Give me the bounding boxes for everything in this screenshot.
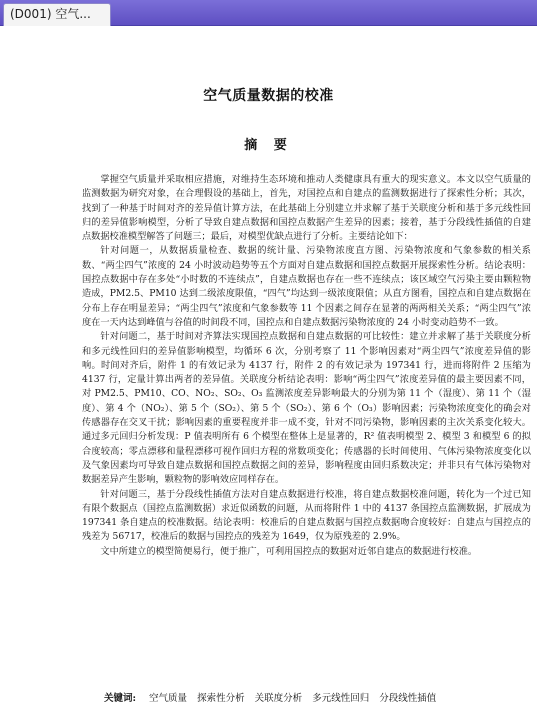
abstract-paragraph: 掌握空气质量并采取相应措施，对维持生态环境和推动人类健康具有重大的现实意义。本文以空气质量的监测数据为研究对象，在合理假设的基础上，首先，对国控点和自建点的监测数据进行了探索性分析；其次，找到了一种基于时间对齐的差异值计算方法，在此基础上分别建立并求解了基于关联度分析和基于多元线性回归的差异值影响模型，分析了导致自建点数据和国控点数据产生差异的因素；接着，基于分段线性插值的自建点数据校准模型解答了问题三；最后，对模型优缺点进行了分析。主要结论如下： bbox=[82, 174, 531, 243]
abstract-paragraph: 针对问题三，基于分段线性插值方法对自建点数据进行校准，将自建点数据校准问题，转化为一个过已知有限个数据点（国控点监测数据）求近似函数的问题，从而将附件 1 中的 4137 条国控点监测数据，扩展成为 197341 条自建点的校准数据。结论表明：校准后的自建点数据与国控点数据吻合度较好：自建点与国控点的残差为 56717，校准后的数据与国控点的残差为 1649，仅为原残差的 2.9%。 bbox=[82, 488, 531, 543]
keyword: 空气质量 bbox=[149, 693, 188, 704]
keyword: 探索性分析 bbox=[197, 693, 245, 704]
document-title: 空气质量数据的校准 bbox=[203, 88, 334, 104]
keywords-label: 关键词: bbox=[104, 693, 137, 704]
abstract-heading: 摘 要 bbox=[244, 138, 293, 153]
abstract-body bbox=[82, 173, 531, 559]
keyword: 关联度分析 bbox=[254, 693, 303, 704]
abstract-paragraph: 文中所建立的模型简便易行，便于推广，可利用国控点的数据对近邻自建点的数据进行校准。 bbox=[100, 545, 478, 557]
keywords-line bbox=[104, 690, 524, 704]
abstract-paragraph: 针对问题一，从数据质量检查、数据的统计量、污染物浓度直方图、污染物浓度和气象参数的相关系数、“两尘四气”浓度的 24 小时波动趋势等五个方面对自建点数据和国控点数据开展探索性分析。结论表明：国控点数据中存在多处“小时数的不连续点”，自建点数据也存在一些不连续点；该区域空气污染主要由颗粒物造成，PM2.5、PM10 达到二级浓度限值，“四气”均达到一级浓度限值；从直方图看，国控点和自建点数据在分布上存在明显差异；“两尘四气”浓度和气象参数等 11 个因素之间存在显著的两两相关关系；“两尘四气”浓度在一天内达到峰值与谷值的时间段不同，国控点和自建点数据污染物浓度的 24 小时变动趋势不一致。 bbox=[82, 245, 531, 328]
keyword: 分段线性插值 bbox=[379, 693, 437, 704]
document-page bbox=[0, 26, 537, 725]
keyword: 多元线性回归 bbox=[312, 693, 370, 704]
abstract-paragraph: 针对问题二，基于时间对齐算法实现国控点数据和自建点数据的可比较性：建立并求解了基于关联度分析和多元线性回归的差异值影响模型，均循环 6 次，分别考察了 11 个影响因素对“两尘四气”浓度差异值的影响。时间对齐后，附件 1 的有效记录为 4137 行，附件 2 的有效记录为 197341 行，进而将附件 2 压缩为 4137 行，定量计算出两者的差异值。关联度分析结论表明：影响“两尘四气”浓度差异值的最主要因素不同，对 PM2.5、PM10、CO、NO₂、SO₂、O₃ 监测浓度差异影响最大的分别为第 11 个（湿度）、第 11 个（湿度）、第 4 个（NO₂）、第 5 个（SO₂）、第 5 个（SO₂）、第 6 个（O₃）影响因素；污染物浓度变化的确会对传感器存在交叉干扰；影响因素的重要程度并非一成不变，针对不同污染物，影响因素的主次关系变化较大。通过多元回归分析发现：P 值表明所有 6 个模型在整体上是显著的，R² 值表明模型 2、模型 3 和模型 6 的拟合度较高；零点漂移和量程漂移可视作回归方程的常数项变化；传感器的长时间使用、气体污染物浓度变化以及气象因素均可导致自建点数据和国控点数据之间的差异，影响程度由回归系数决定；并非只有气体污染物对数据差异产生影响，颗粒物的影响效应同样存在。 bbox=[82, 331, 531, 486]
document-tab[interactable] bbox=[3, 3, 111, 26]
tab-bar bbox=[0, 0, 537, 26]
tab-label: (D001) 空气... bbox=[10, 7, 91, 21]
